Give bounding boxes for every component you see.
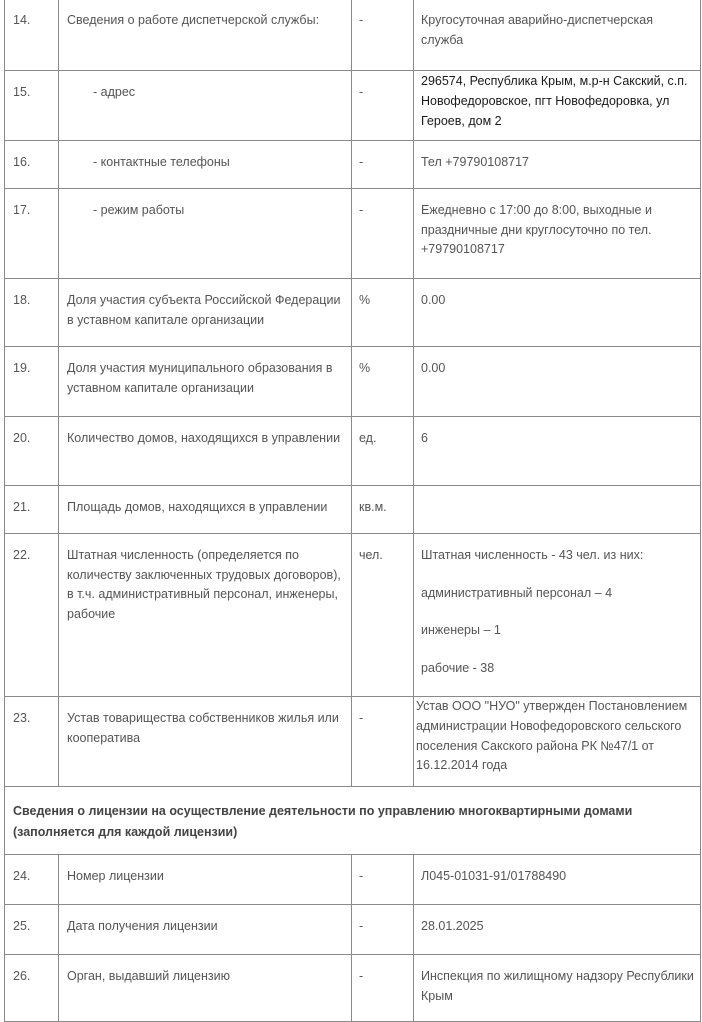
row-number: 19. [5, 347, 59, 417]
row-unit: - [352, 697, 414, 787]
row-number: 17. [5, 189, 59, 279]
row-number: 23. [5, 697, 59, 787]
table-row [5, 279, 701, 347]
row-number: 24. [5, 855, 59, 905]
row-value: 0.00 [414, 347, 701, 417]
table-row [5, 534, 701, 697]
table-row [5, 347, 701, 417]
row-number: 15. [5, 71, 59, 141]
staff-engineers: инженеры – 1 [421, 623, 501, 637]
row-unit: % [352, 347, 414, 417]
row-value: Устав ООО "НУО" утвержден Постановлением администрации Новофедоровского сельского поселения Сакского района РК №47/1 от 16.12.2014 года [414, 697, 701, 787]
row-label: - адрес [93, 85, 136, 99]
table-row [5, 0, 701, 71]
row-number: 25. [5, 905, 59, 955]
table-row [5, 417, 701, 486]
row-number: 16. [5, 141, 59, 189]
row-unit: - [352, 955, 414, 1022]
row-unit: кв.м. [352, 486, 414, 534]
table-row [5, 141, 701, 189]
row-value: 6 [414, 417, 701, 486]
row-unit: чел. [352, 534, 414, 697]
row-label: - режим работы [93, 203, 185, 217]
row-label: Штатная численность (определяется по количеству заключенных трудовых договоров), в т.ч. административный персонал, инженеры, рабочие [59, 534, 352, 697]
table-row [5, 71, 701, 141]
row-value [414, 486, 701, 534]
table-row [5, 905, 701, 955]
row-unit: ед. [352, 417, 414, 486]
row-number: 21. [5, 486, 59, 534]
row-label: Доля участия субъекта Российской Федерации в уставном капитале организации [59, 279, 352, 347]
row-label: Доля участия муниципального образования в уставном капитале организации [59, 347, 352, 417]
table-row [5, 955, 701, 1022]
staff-admin: административный персонал – 4 [421, 585, 613, 600]
row-value: Ежедневно с 17:00 до 8:00, выходные и праздничные дни круглосуточно по тел. +79790108717 [414, 189, 701, 279]
section-header-row [5, 787, 701, 855]
row-label: Номер лицензии [59, 855, 352, 905]
row-value: Инспекция по жилищному надзору Республики Крым [414, 955, 701, 1022]
row-number: 20. [5, 417, 59, 486]
row-number: 26. [5, 955, 59, 1022]
row-label: Площадь домов, находящихся в управлении [59, 486, 352, 534]
section-title: Сведения о лицензии на осуществление деятельности по управлению многоквартирными домами (заполняется для каждой лицензии) [5, 787, 701, 855]
row-value: Тел +79790108717 [414, 141, 701, 189]
row-unit: - [352, 0, 414, 71]
row-unit: - [352, 905, 414, 955]
row-unit: - [352, 855, 414, 905]
row-label: Сведения о работе диспетчерской службы: [59, 0, 352, 71]
row-value: 296574, Республика Крым, м.р-н Сакский, с.п. Новофедоровское, пгт Новофедоровка, ул Героев, дом 2 [414, 71, 701, 141]
row-value: Л045-01031-91/01788490 [414, 855, 701, 905]
row-label: Количество домов, находящихся в управлении [59, 417, 352, 486]
row-value: Кругосуточная аварийно-диспетчерская служба [414, 0, 701, 71]
row-unit: - [352, 141, 414, 189]
row-value: 28.01.2025 [414, 905, 701, 955]
table-row [5, 697, 701, 787]
row-unit: % [352, 279, 414, 347]
row-unit: - [352, 189, 414, 279]
row-value [414, 534, 701, 697]
table-row [5, 855, 701, 905]
row-number: 18. [5, 279, 59, 347]
row-label: Дата получения лицензии [59, 905, 352, 955]
table-row [5, 486, 701, 534]
staff-workers: рабочие - 38 [421, 660, 495, 675]
table-row [5, 189, 701, 279]
row-label: - контактные телефоны [93, 155, 230, 169]
row-label: Устав товарищества собственников жилья или кооператива [59, 697, 352, 787]
staff-total: Штатная численность - 43 чел. из них: [421, 548, 644, 562]
row-value: 0.00 [414, 279, 701, 347]
organization-info-table [4, 0, 701, 1022]
row-unit: - [352, 71, 414, 141]
row-number: 14. [5, 0, 59, 71]
row-label: Орган, выдавший лицензию [59, 955, 352, 1022]
row-number: 22. [5, 534, 59, 697]
